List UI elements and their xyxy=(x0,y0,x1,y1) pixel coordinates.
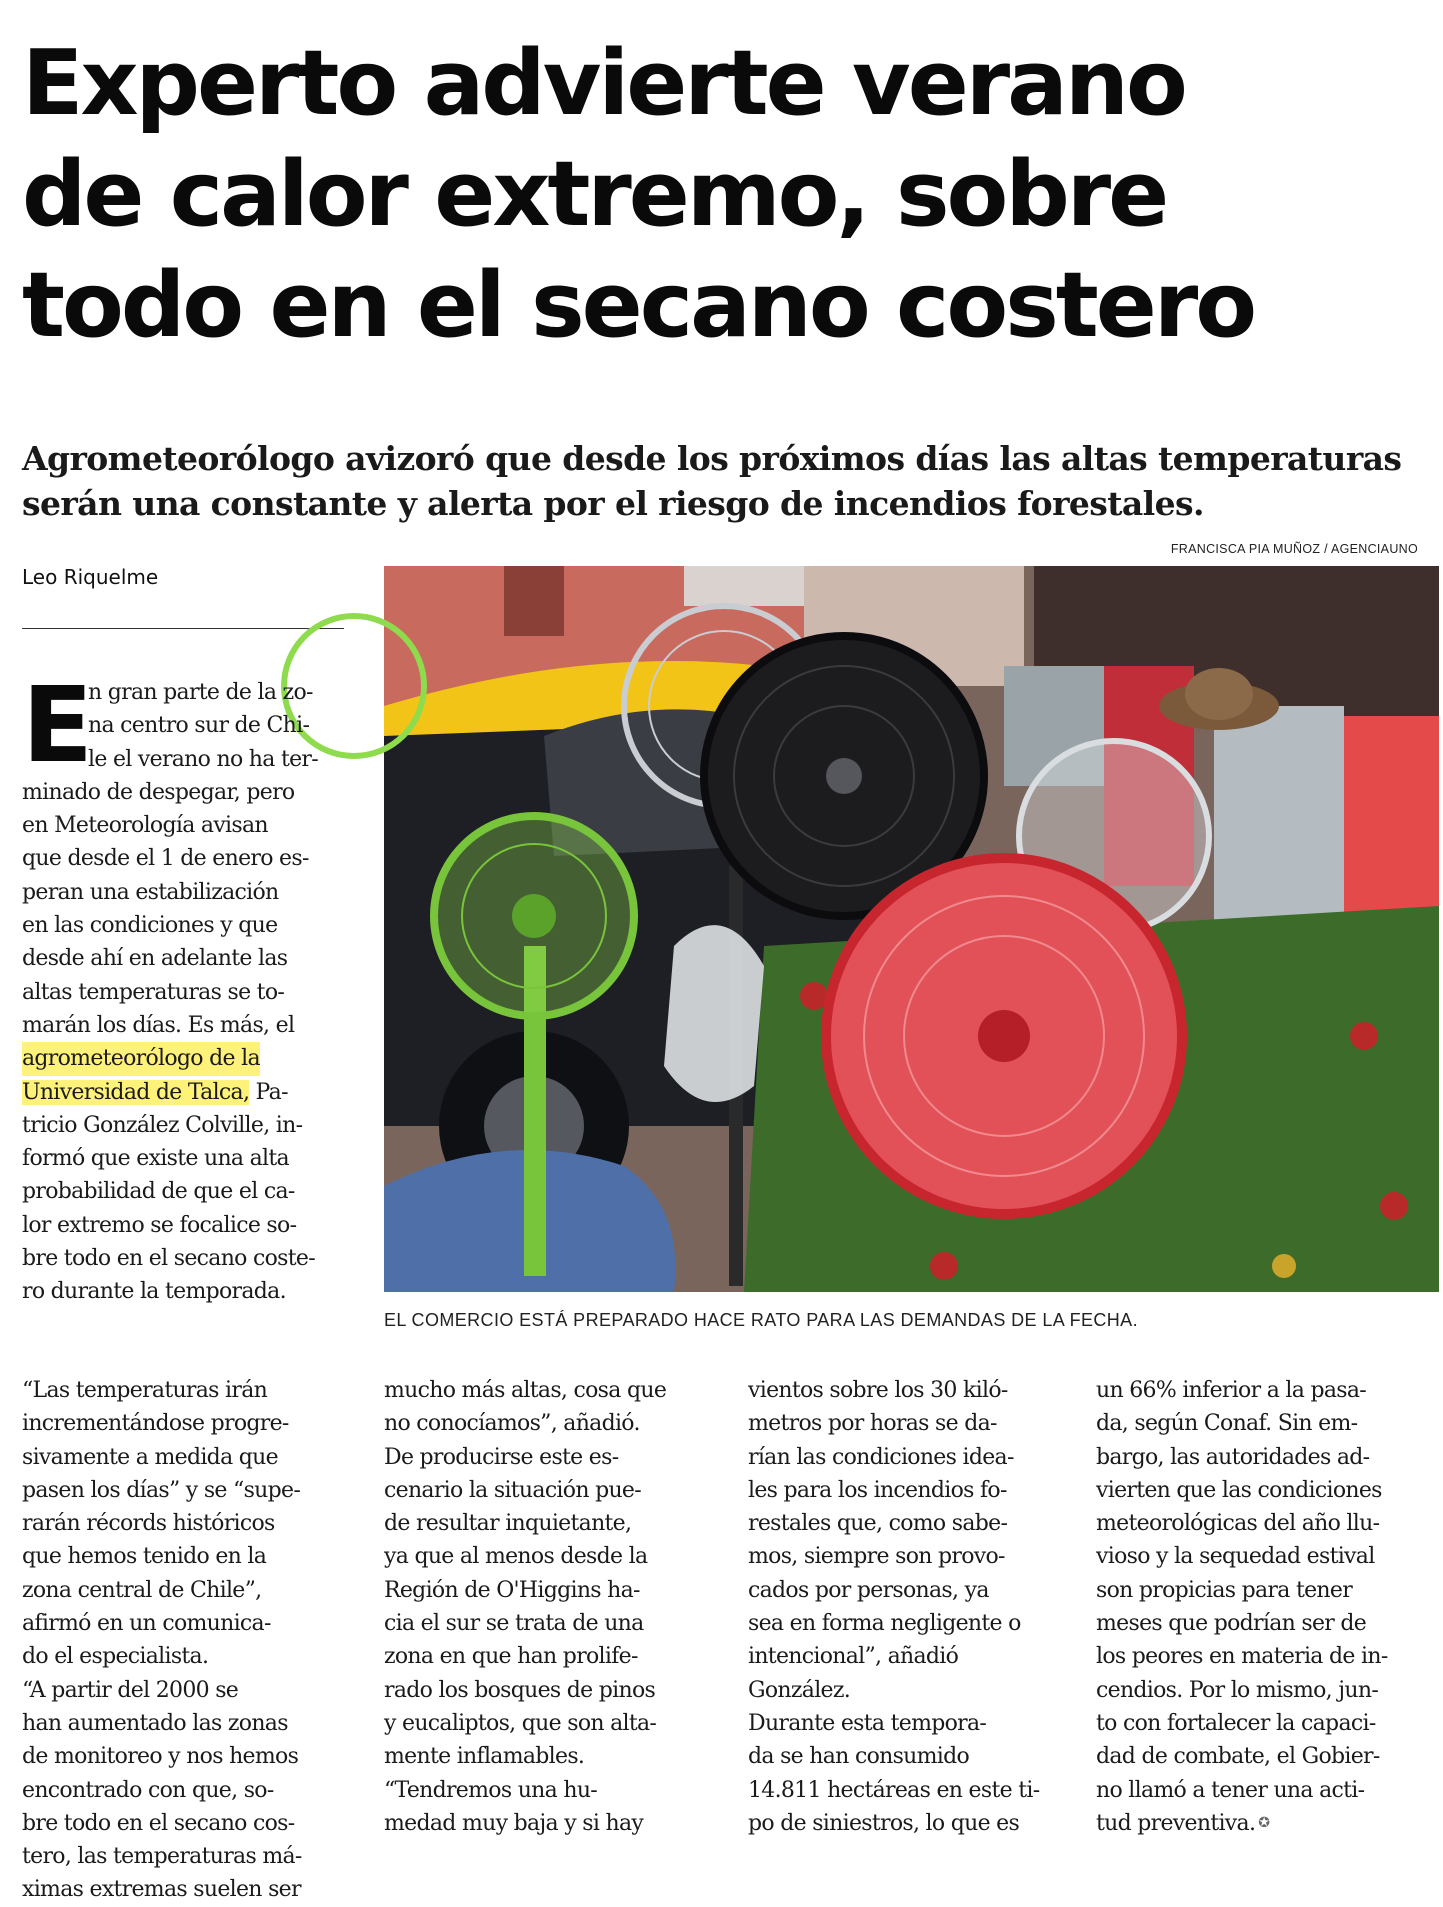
text-line: po de siniestros, lo que es xyxy=(748,1810,1020,1836)
text-line: los peores en materia de in- xyxy=(1096,1644,1388,1670)
text-line: mente inflamables. xyxy=(384,1744,585,1770)
byline: Leo Riquelme xyxy=(22,565,159,589)
subheadline xyxy=(22,436,1422,526)
text-line: en las condiciones y que xyxy=(22,913,278,939)
text-line: pasen los días” y se “supe- xyxy=(22,1477,301,1503)
text-line: da, según Conaf. Sin em- xyxy=(1096,1411,1358,1437)
text-line: intencional”, añadió xyxy=(748,1644,959,1670)
subheadline-line: Agrometeorólogo avizoró que desde los próximos días las altas temperaturas xyxy=(22,439,1402,478)
photo-credit: FRANCISCA PIA MUÑOZ / AGENCIAUNO xyxy=(1170,542,1418,556)
text-line: rarán récords históricos xyxy=(22,1511,275,1537)
text-line: n gran parte de la zo- xyxy=(88,680,313,705)
article-column-4 xyxy=(1096,1374,1439,1840)
text-line: le el verano no ha ter- xyxy=(88,746,318,772)
text-line: “Tendremos una hu- xyxy=(384,1777,598,1803)
headline xyxy=(22,28,1422,361)
text-line: medad muy baja y si hay xyxy=(384,1810,644,1836)
text-line: les para los incendios fo- xyxy=(748,1477,1007,1503)
text-line: no llamó a tener una acti- xyxy=(1096,1777,1365,1803)
text-line: zona en que han prolife- xyxy=(384,1644,638,1670)
text-line: ro durante la temporada. xyxy=(22,1279,286,1305)
text-line: to con fortalecer la capaci- xyxy=(1096,1710,1376,1736)
text-line: González. xyxy=(748,1677,851,1703)
text-line: sivamente a medida que xyxy=(22,1444,278,1470)
drop-cap: E xyxy=(22,664,93,786)
article-photo xyxy=(384,566,1439,1292)
text-line: rado los bosques de pinos xyxy=(384,1677,656,1703)
headline-line: todo en el secano costero xyxy=(22,253,1255,358)
text-line: cenario la situación pue- xyxy=(384,1477,641,1503)
text-line: encontrado con que, so- xyxy=(22,1777,274,1803)
text-line: mos, siempre son provo- xyxy=(748,1544,1005,1570)
text-line: bargo, las autoridades ad- xyxy=(1096,1444,1370,1470)
text-line: son propicias para tener xyxy=(1096,1577,1353,1603)
highlighted-text: Universidad de Talca, xyxy=(22,1079,250,1105)
text-line: ya que al menos desde la xyxy=(384,1544,648,1570)
headline-line: de calor extremo, sobre xyxy=(22,142,1167,247)
highlighted-text: agrometeorólogo de la xyxy=(22,1042,260,1075)
text-line: un 66% inferior a la pasa- xyxy=(1096,1378,1366,1403)
text-line: do el especialista. xyxy=(22,1644,209,1670)
text-line: tricio González Colville, in- xyxy=(22,1112,303,1138)
text-line: dad de combate, el Gobier- xyxy=(1096,1744,1380,1770)
text-line: vioso y la sequedad estival xyxy=(1096,1544,1375,1570)
byline-divider xyxy=(22,628,344,629)
text-line: que desde el 1 de enero es- xyxy=(22,846,309,872)
text-line: bre todo en el secano coste- xyxy=(22,1246,315,1272)
text-line: sea en forma negligente o xyxy=(748,1611,1021,1637)
text-line: tero, las temperaturas má- xyxy=(22,1844,302,1870)
text-line: De producirse este es- xyxy=(384,1444,619,1470)
text-line: afirmó en un comunica- xyxy=(22,1611,271,1637)
article-column-1-top xyxy=(22,664,347,1309)
text-line: han aumentado las zonas xyxy=(22,1710,288,1736)
text-line: vierten que las condiciones xyxy=(1096,1477,1382,1503)
text-line: peran una estabilización xyxy=(22,879,279,905)
text-line: mucho más altas, cosa que xyxy=(384,1378,667,1403)
text-line: incrementándose progre- xyxy=(22,1411,289,1437)
text-line: rían las condiciones idea- xyxy=(748,1444,1014,1470)
text-line: minado de despegar, pero xyxy=(22,779,295,805)
text-line: Durante esta tempora- xyxy=(748,1710,987,1736)
text-line: desde ahí en adelante las xyxy=(22,946,288,972)
end-of-article-icon: ✪ xyxy=(1258,1815,1270,1832)
text-line: probabilidad de que el ca- xyxy=(22,1179,295,1205)
text-line: “Las temperaturas irán xyxy=(22,1378,268,1403)
text-line: 14.811 hectáreas en este ti- xyxy=(748,1777,1040,1803)
text-line: y eucaliptos, que son alta- xyxy=(384,1710,657,1736)
text-line: cia el sur se trata de una xyxy=(384,1611,644,1637)
headline-line: Experto advierte verano xyxy=(22,31,1185,136)
text-line: cendios. Por lo mismo, jun- xyxy=(1096,1677,1379,1703)
text-line: de monitoreo y nos hemos xyxy=(22,1744,299,1770)
text-line: que hemos tenido en la xyxy=(22,1544,267,1570)
text-fragment: Pa- xyxy=(249,1079,288,1105)
text-line: zona central de Chile”, xyxy=(22,1577,262,1603)
text-line: da se han consumido xyxy=(748,1744,970,1770)
text-line: ximas extremas suelen ser xyxy=(22,1877,301,1903)
text-line: restales que, como sabe- xyxy=(748,1511,1008,1537)
text-line: en Meteorología avisan xyxy=(22,813,268,839)
text-line: metros por horas se da- xyxy=(748,1411,997,1437)
text-line: meses que podrían ser de xyxy=(1096,1611,1367,1637)
text-line: bre todo en el secano cos- xyxy=(22,1810,295,1836)
text-line: altas temperaturas se to- xyxy=(22,979,285,1005)
photo-caption: EL COMERCIO ESTÁ PREPARADO HACE RATO PARA LAS DEMANDAS DE LA FECHA. xyxy=(384,1310,1138,1330)
text-line-last xyxy=(1096,1807,1439,1840)
text-line: Región de O'Higgins ha- xyxy=(384,1577,640,1603)
text-line-highlight-row xyxy=(22,1076,347,1109)
text-line: vientos sobre los 30 kiló- xyxy=(748,1378,1008,1403)
article-column-3 xyxy=(748,1374,1074,1840)
text-line: lor extremo se focalice so- xyxy=(22,1212,297,1238)
article-column-2 xyxy=(384,1374,710,1840)
text-line: meteorológicas del año llu- xyxy=(1096,1511,1380,1537)
text-line: de resultar inquietante, xyxy=(384,1511,632,1537)
text-line: formó que existe una alta xyxy=(22,1146,289,1172)
text-line: cados por personas, ya xyxy=(748,1577,989,1603)
text-fragment: tud preventiva. xyxy=(1096,1810,1256,1836)
article-column-1-bottom xyxy=(22,1374,347,1907)
subheadline-line: serán una constante y alerta por el riesgo de incendios forestales. xyxy=(22,484,1204,523)
text-line: “A partir del 2000 se xyxy=(22,1677,239,1703)
text-line: marán los días. Es más, el xyxy=(22,1012,295,1038)
text-line: na centro sur de Chi- xyxy=(88,713,310,739)
drop-cap-paragraph xyxy=(22,664,347,786)
text-line: no conocíamos”, añadió. xyxy=(384,1411,640,1437)
fans-photo-illustration xyxy=(384,566,1439,1292)
